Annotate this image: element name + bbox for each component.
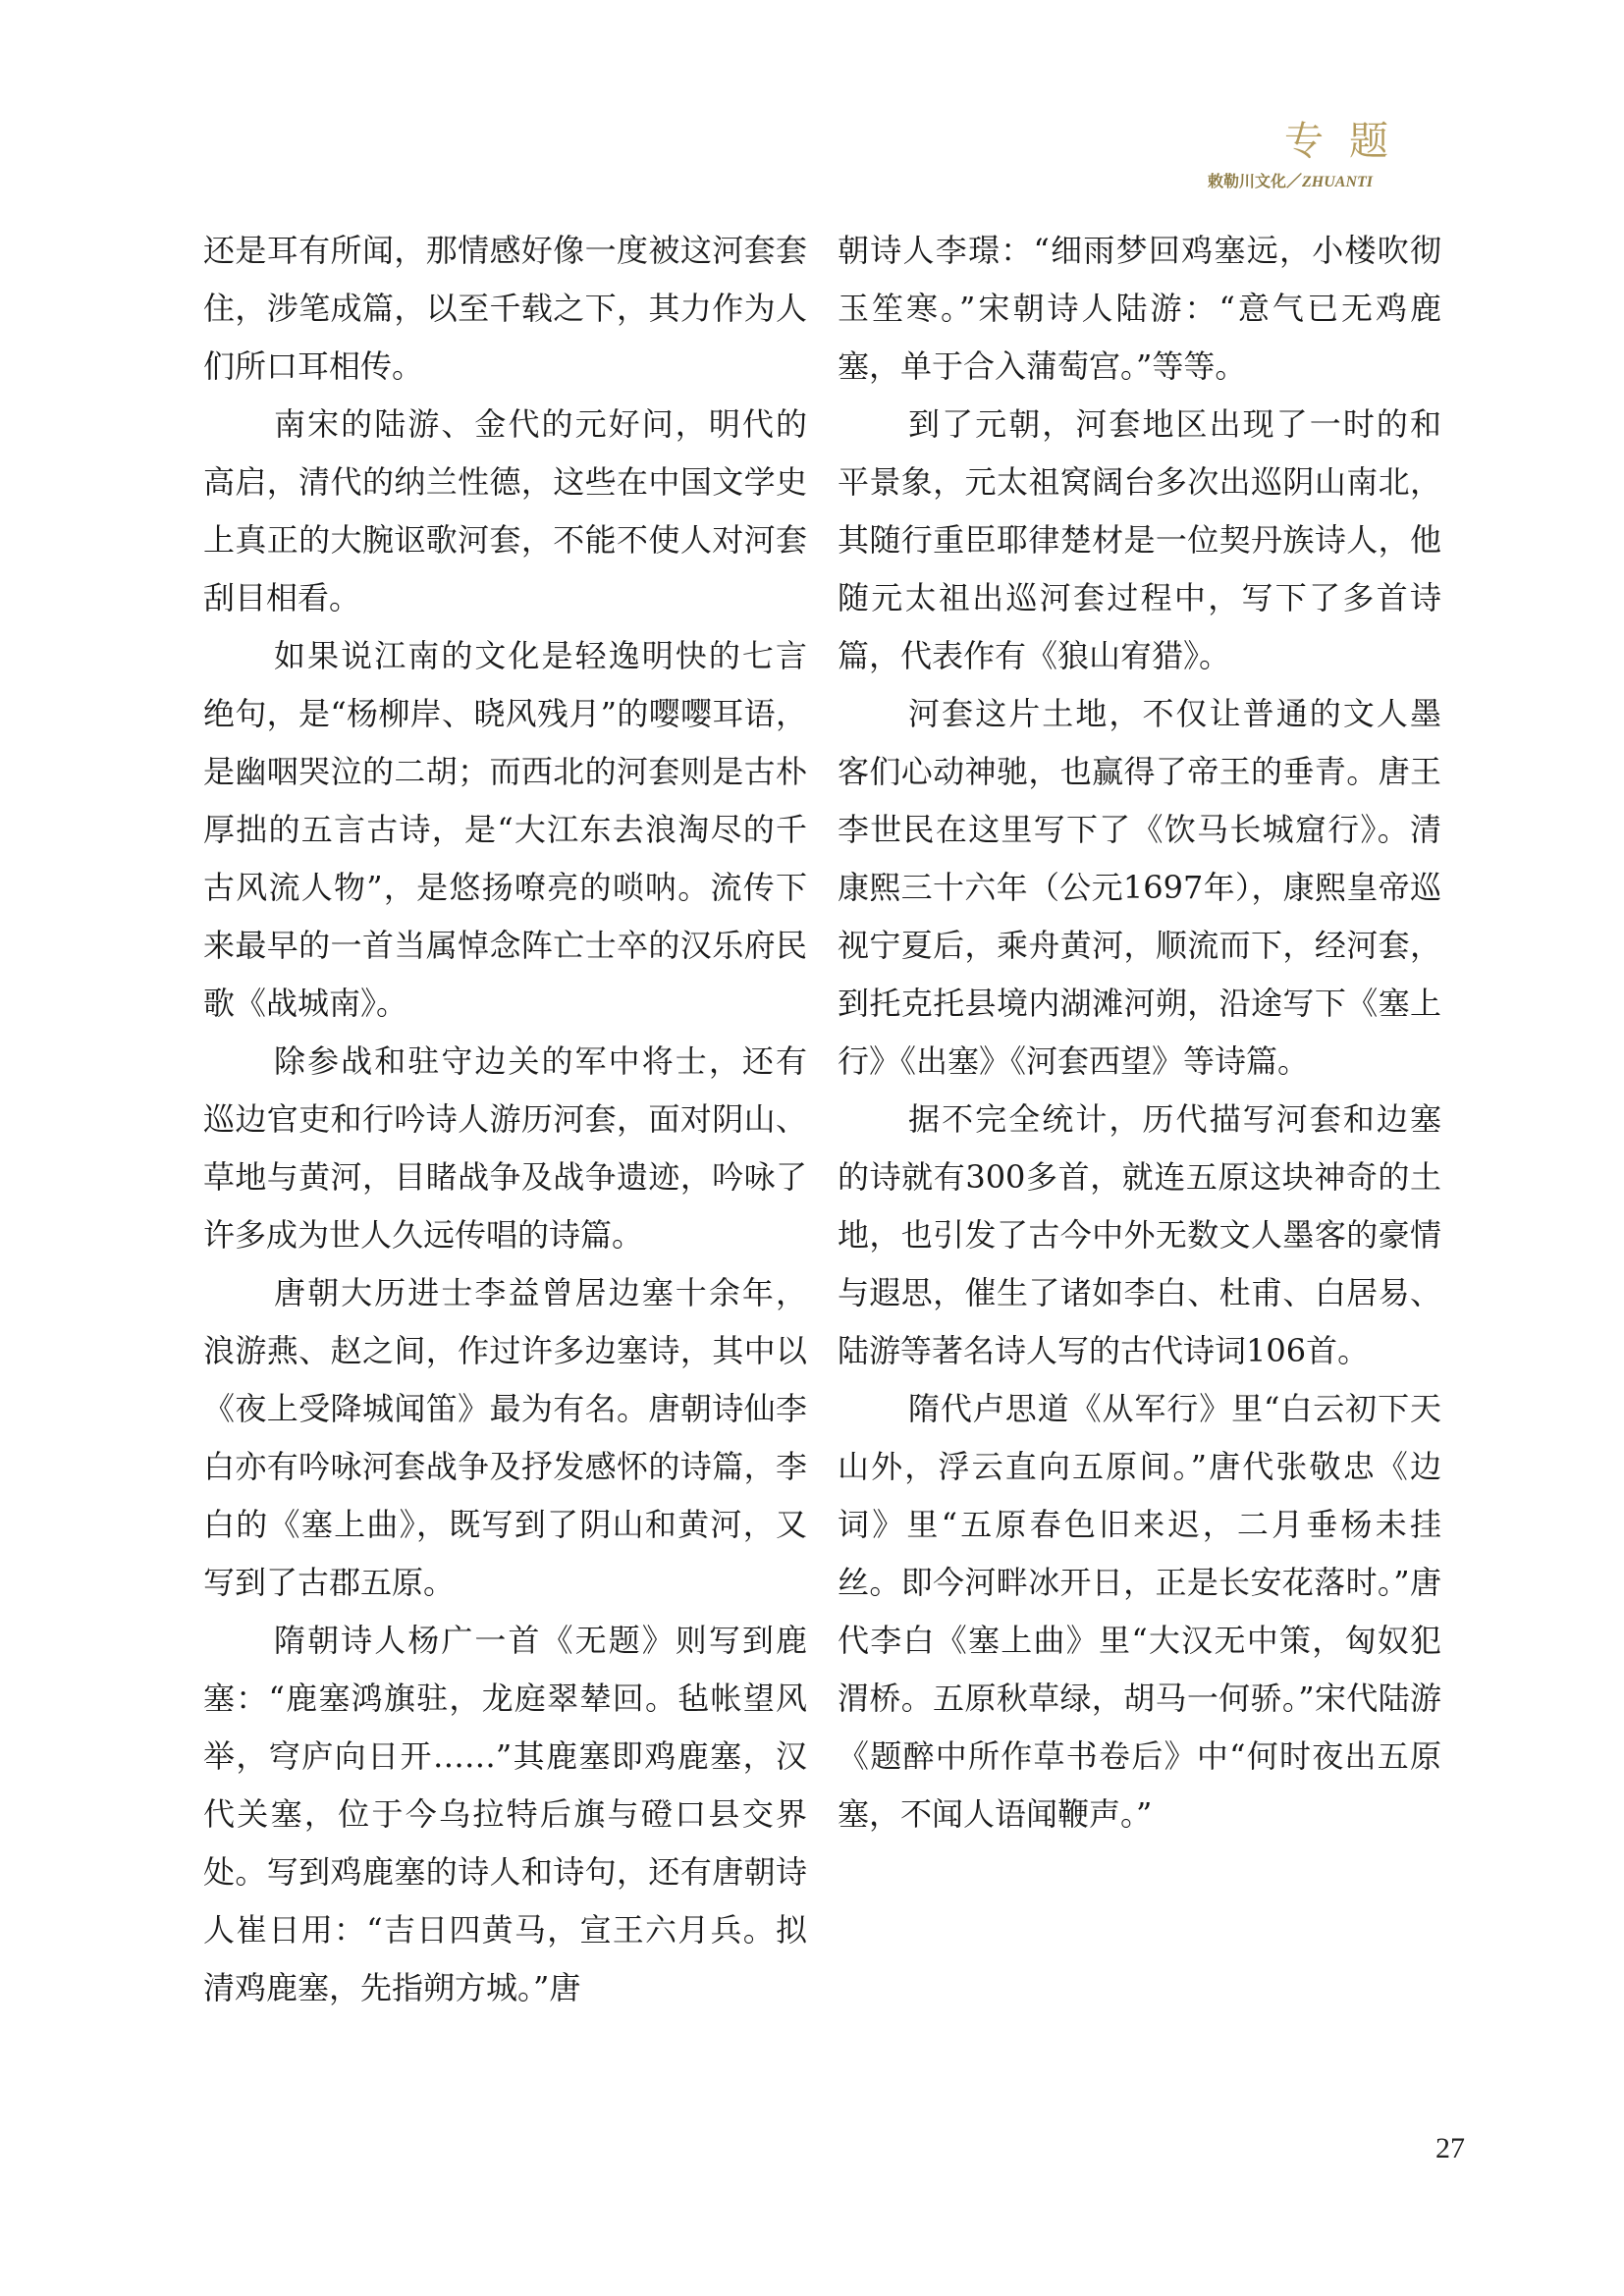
paragraph: 南宋的陆游、金代的元好问，明代的高启，清代的纳兰性德，这些在中国文学史上真正的大腕讴歌河套，不能不使人对河套刮目相看。: [203, 405, 807, 616]
page-number: 27: [1435, 2132, 1465, 2164]
paragraph: 隋朝诗人杨广一首《无题》则写到鹿塞：“鹿塞鸿旗驻，龙庭翠辇回。毡帐望风举，穹庐向日开……”其鹿塞即鸡鹿塞，汉代关塞，位于今乌拉特后旗与磴口县交界处。写到鸡鹿塞的诗人和诗句，还有唐朝诗人崔日用：“吉日四黄马，宣王六月兵。拟清鸡鹿塞，先指朔方城。”唐: [203, 1622, 807, 2006]
paragraph: 如果说江南的文化是轻逸明快的七言绝句，是“杨柳岸、晓风残月”的嘤嘤耳语，是幽咽哭泣的二胡；而西北的河套则是古朴厚拙的五言古诗，是“大江东去浪淘尽的千古风流人物”，是悠扬嘹亮的唢呐。流传下来最早的一首当属悼念阵亡士卒的汉乐府民歌《战城南》。: [203, 637, 807, 1022]
paragraph: 河套这片土地，不仅让普通的文人墨客们心动神驰，也赢得了帝王的垂青。唐王李世民在这里写下了《饮马长城窟行》。清康熙三十六年（公元1697年），康熙皇帝巡视宁夏后，乘舟黄河，顺流而下，经河套，到托克托县境内湖滩河朔，沿途写下《塞上行》《出塞》《河套西望》等诗篇。: [838, 695, 1441, 1080]
text-column-left: [203, 222, 807, 2017]
section-subtitle-prefix: 敕勒川文化／: [1208, 172, 1303, 190]
paragraph: 据不完全统计，历代描写河套和边塞的诗就有300多首，就连五原这块神奇的土地，也引发了古今中外无数文人墨客的豪情与遐思，催生了诸如李白、杜甫、白居易、陆游等著名诗人写的古代诗词106首。: [838, 1100, 1441, 1369]
section-subtitle-latin: ZHUANTI: [1302, 174, 1374, 190]
text-column-right: [838, 222, 1441, 1843]
section-subtitle: [1208, 169, 1373, 191]
paragraph: 隋代卢思道《从军行》里“白云初下天山外，浮云直向五原间。”唐代张敬忠《边词》里“五原春色旧来迟，二月垂杨未挂丝。即今河畔冰开日，正是长安花落时。”唐代李白《塞上曲》里“大汉无中策，匈奴犯渭桥。五原秋草绿，胡马一何骄。”宋代陆游《题醉中所作草书卷后》中“何时夜出五原塞，不闻人语闻鞭声。”: [838, 1390, 1441, 1833]
paragraph: 除参战和驻守边关的军中将士，还有巡边官吏和行吟诗人游历河套，面对阴山、草地与黄河，目睹战争及战争遗迹，吟咏了许多成为世人久远传唱的诗篇。: [203, 1042, 807, 1254]
paragraph: 还是耳有所闻，那情感好像一度被这河套套住，涉笔成篇，以至千载之下，其力作为人们所口耳相传。: [203, 232, 807, 385]
paragraph: 朝诗人李璟：“细雨梦回鸡塞远，小楼吹彻玉笙寒。”宋朝诗人陆游：“意气已无鸡鹿塞，单于合入蒲萄宫。”等等。: [838, 232, 1441, 385]
section-title: 专题: [1284, 119, 1414, 164]
paragraph: 唐朝大历进士李益曾居边塞十余年，浪游燕、赵之间，作过许多边塞诗，其中以《夜上受降城闻笛》最为有名。唐朝诗仙李白亦有吟咏河套战争及抒发感怀的诗篇，李白的《塞上曲》，既写到了阴山和黄河，又写到了古郡五原。: [203, 1274, 807, 1601]
paragraph: 到了元朝，河套地区出现了一时的和平景象，元太祖窝阔台多次出巡阴山南北，其随行重臣耶律楚材是一位契丹族诗人，他随元太祖出巡河套过程中，写下了多首诗篇，代表作有《狼山宥猎》。: [838, 405, 1441, 674]
